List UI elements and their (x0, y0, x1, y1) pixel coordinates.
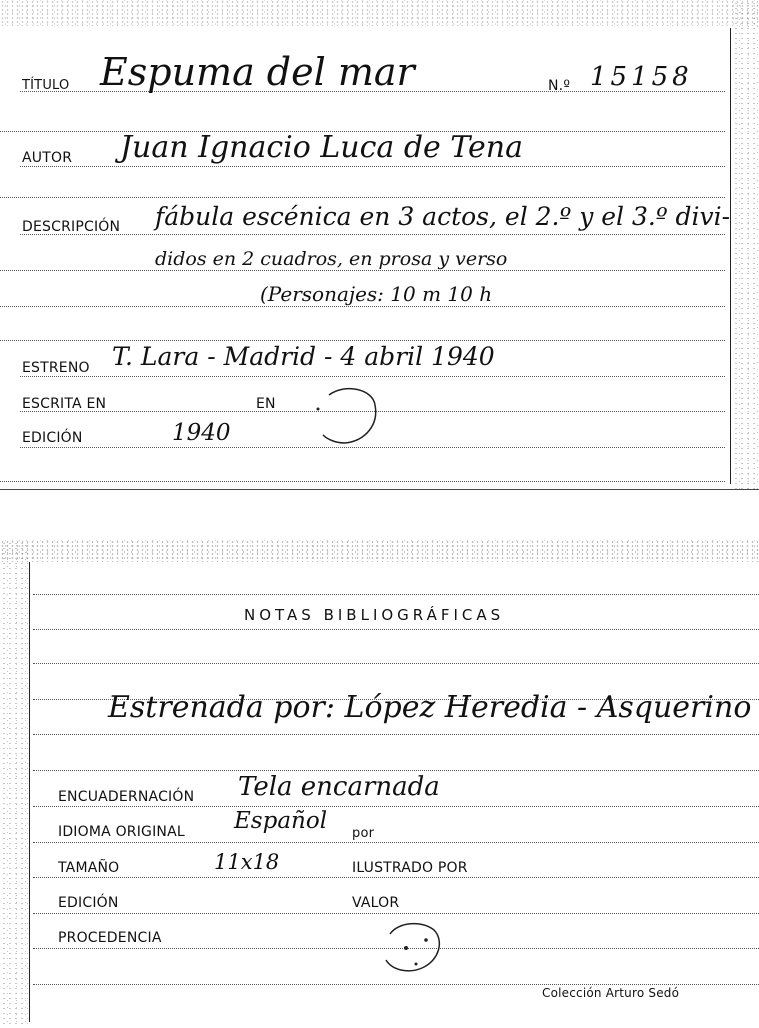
ruled-line (33, 734, 759, 735)
ruled-line (33, 663, 759, 664)
autor-value: Juan Ignacio Luca de Tena (120, 130, 523, 165)
idioma-value: Español (234, 808, 328, 834)
ruled-line (0, 340, 725, 341)
ruled-line (33, 913, 759, 914)
ruled-line (20, 166, 725, 167)
ruled-line (33, 984, 759, 985)
notas-heading: NOTAS BIBLIOGRÁFICAS (244, 606, 505, 624)
encuadernacion-label: ENCUADERNACIÓN (58, 789, 195, 805)
ruled-line (0, 306, 725, 307)
escrita-label: ESCRITA EN (22, 396, 107, 412)
numero-value: 15158 (590, 62, 693, 92)
estreno-label: ESTRENO (22, 360, 90, 376)
ruled-line (33, 629, 759, 630)
descripcion-line2: didos en 2 cuadros, en prosa y verso (155, 248, 508, 270)
ruled-line (0, 270, 725, 271)
ruled-line (33, 877, 759, 878)
tamano-value: 11x18 (214, 850, 280, 874)
descripcion-label: DESCRIPCIÓN (22, 219, 121, 235)
procedencia-label: PROCEDENCIA (58, 930, 162, 946)
coleccion-text: Colección Arturo Sedó (542, 986, 680, 1000)
card2-left-noise (0, 540, 28, 1028)
card1-right-edge (730, 28, 731, 484)
ilustrado-label: ILUSTRADO POR (352, 860, 468, 876)
card1-top-noise (0, 0, 759, 26)
nota-value: Estrenada por: López Heredia - Asquerino (108, 690, 752, 725)
ruled-line (33, 594, 759, 595)
ruled-line (20, 376, 725, 377)
ruled-line (33, 842, 759, 843)
ruled-line (0, 197, 725, 198)
ruled-line (20, 234, 725, 235)
punch-hole-mark (315, 385, 385, 450)
idioma-label: IDIOMA ORIGINAL (58, 824, 185, 840)
ruled-line (33, 806, 759, 807)
punch-hole-mark (378, 918, 448, 978)
descripcion-line3: (Personajes: 10 m 10 h (260, 282, 493, 306)
por-label: por (352, 826, 375, 841)
autor-label: AUTOR (22, 150, 73, 166)
card1-right-noise (732, 0, 759, 490)
tamano-label: TAMAÑO (58, 860, 120, 876)
ruled-line (33, 770, 759, 771)
descripcion-line1: fábula escénica en 3 actos, el 2.º y el 3.º divi- (155, 202, 731, 231)
numero-label: N.º (548, 78, 571, 94)
ruled-line (0, 481, 725, 482)
edicion-label-2: EDICIÓN (58, 895, 119, 911)
card2-top-noise (0, 540, 759, 562)
estreno-value: T. Lara - Madrid - 4 abril 1940 (112, 342, 495, 371)
titulo-value: Espuma del mar (100, 50, 415, 94)
edicion-value-1: 1940 (172, 420, 231, 446)
encuadernacion-value: Tela encarnada (238, 772, 440, 802)
valor-label: VALOR (352, 895, 400, 911)
card2-left-edge (29, 562, 30, 1022)
edicion-label-1: EDICIÓN (22, 430, 83, 446)
card1-bottom-edge (0, 489, 759, 490)
en-label: EN (256, 396, 276, 412)
titulo-label: TÍTULO (22, 78, 70, 93)
